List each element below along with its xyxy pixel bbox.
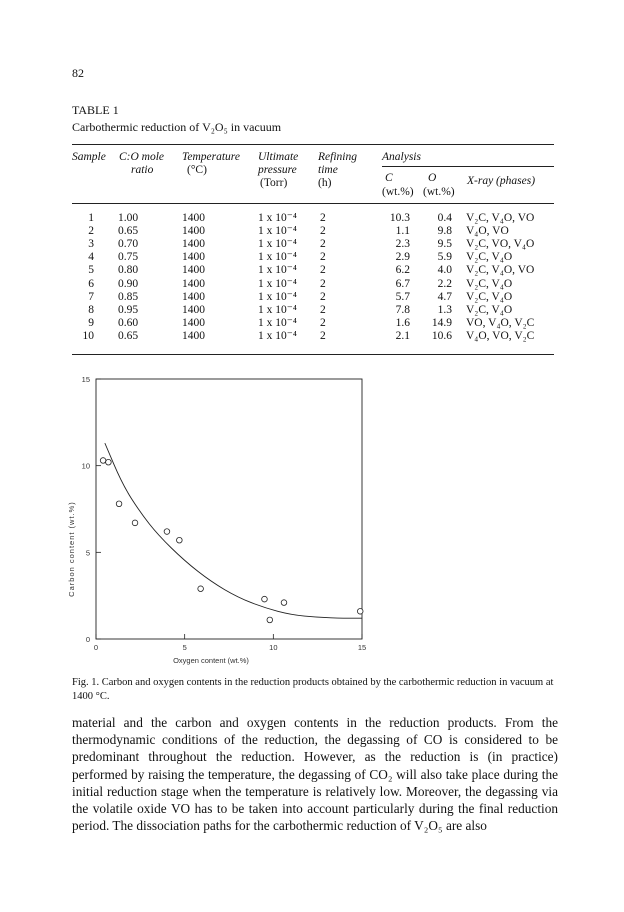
header-o: O <box>428 172 437 184</box>
cell-time: 2 <box>320 225 326 238</box>
cell-phases: V₄O, VO <box>466 225 509 238</box>
cell-pressure: 1 x 10⁻⁴ <box>258 316 297 329</box>
cell-phases: V₂C, V₄O <box>466 303 513 316</box>
cell-temperature: 1400 <box>182 238 205 251</box>
cell-pressure: 1 x 10⁻⁴ <box>258 225 297 238</box>
figure-caption: Fig. 1. Carbon and oxygen contents in the reduction products obtained by the carbothermic reduction in vacuum at 1400 °C. <box>72 677 554 702</box>
header-ratio-1: C:O mole <box>119 151 165 163</box>
cell-sample: 5 <box>88 264 94 277</box>
page-number: 82 <box>72 66 84 80</box>
cell-phases: V₂C, V₄O, VO <box>466 212 535 224</box>
cell-sample: 6 <box>88 277 94 290</box>
cell-time: 2 <box>320 329 326 342</box>
header-refining-2: time <box>318 164 338 176</box>
cell-time: 2 <box>320 277 326 290</box>
cell-carbon: 2.3 <box>395 238 410 251</box>
cell-sample: 3 <box>88 238 94 251</box>
header-o-unit: (wt.%) <box>423 186 455 198</box>
cell-oxygen: 10.6 <box>431 329 452 342</box>
cell-time: 2 <box>320 316 326 329</box>
cell-sample: 2 <box>88 225 94 238</box>
cell-oxygen: 4.7 <box>437 290 452 303</box>
header-c: C <box>385 172 393 184</box>
chart-frame <box>96 379 362 639</box>
cell-temperature: 1400 <box>182 225 205 238</box>
y-tick-label: 5 <box>85 548 90 558</box>
cell-time: 2 <box>320 238 326 251</box>
cell-pressure: 1 x 10⁻⁴ <box>258 238 297 251</box>
cell-ratio: 1.00 <box>118 212 139 224</box>
data-point <box>262 596 268 602</box>
cell-pressure: 1 x 10⁻⁴ <box>258 290 297 303</box>
cell-pressure: 1 x 10⁻⁴ <box>258 212 297 224</box>
cell-oxygen: 0.4 <box>437 212 452 224</box>
cell-temperature: 1400 <box>182 303 205 316</box>
y-tick-label: 15 <box>81 375 90 384</box>
cell-pressure: 1 x 10⁻⁴ <box>258 264 297 277</box>
cell-ratio: 0.90 <box>118 277 139 290</box>
x-tick-label: 15 <box>357 643 367 652</box>
cell-time: 2 <box>320 251 326 264</box>
cell-temperature: 1400 <box>182 329 205 342</box>
header-analysis: Analysis <box>382 151 421 163</box>
cell-pressure: 1 x 10⁻⁴ <box>258 303 297 316</box>
cell-carbon: 7.8 <box>395 303 410 316</box>
cell-phases: V₂C, V₄O <box>466 277 513 290</box>
cell-ratio: 0.60 <box>118 316 139 329</box>
cell-oxygen: 9.8 <box>437 225 452 238</box>
cell-phases: V₄O, VO, V₂C <box>466 329 535 342</box>
chart-x-axis-label: Oxygen content (wt.%) <box>173 656 249 665</box>
header-refining-3: (h) <box>318 177 332 189</box>
cell-ratio: 0.80 <box>118 264 139 277</box>
cell-temperature: 1400 <box>182 251 205 264</box>
fit-curve-line <box>105 443 362 618</box>
cell-time: 2 <box>320 303 326 316</box>
cell-ratio: 0.95 <box>118 303 139 316</box>
table-caption: Carbothermic reduction of V₂O₅ in vacuum <box>72 120 282 134</box>
data-point <box>198 586 204 592</box>
cell-oxygen: 1.3 <box>437 303 452 316</box>
cell-oxygen: 14.9 <box>431 316 452 329</box>
data-point <box>106 459 112 465</box>
header-xray: X-ray (phases) <box>467 175 536 187</box>
cell-ratio: 0.65 <box>118 329 139 342</box>
chart-ticks <box>82 375 367 652</box>
cell-ratio: 0.65 <box>118 225 139 238</box>
header-ratio-2: ratio <box>131 164 154 176</box>
chart-axes <box>96 379 362 639</box>
cell-sample: 7 <box>88 290 94 303</box>
cell-ratio: 0.70 <box>118 238 139 251</box>
header-refining-1: Refining <box>318 151 357 163</box>
header-pressure-3: (Torr) <box>260 177 288 189</box>
cell-temperature: 1400 <box>182 290 205 303</box>
cell-sample: 8 <box>88 303 94 316</box>
x-tick-label: 10 <box>269 643 278 652</box>
cell-time: 2 <box>320 212 326 224</box>
body-paragraph: material and the carbon and oxygen contents in the reduction products. From the thermodynamic conditions of the reduction, the degassing of CO is considered to be predominant throughout the reduction. However, as the reduction is (in practice) performed by raising the temperature, the degassing of CO₂ will also take place during the initial reduction stage when the temperature is relatively low. Moreover, the degassing via the volatile oxide VO has to be taken into account particularly during the final reduction period. The dissociation paths for the carbothermic reduction of V₂O₅ are also <box>72 715 558 834</box>
cell-carbon: 2.1 <box>395 329 410 342</box>
cell-time: 2 <box>320 264 326 277</box>
data-point <box>177 537 183 543</box>
data-point <box>116 501 122 507</box>
header-pressure-1: Ultimate <box>258 151 299 163</box>
cell-sample: 10 <box>82 329 94 342</box>
data-point <box>357 608 363 614</box>
header-c-unit: (wt.%) <box>382 186 414 198</box>
cell-carbon: 1.1 <box>395 225 410 238</box>
cell-carbon: 5.7 <box>395 290 410 303</box>
cell-oxygen: 2.2 <box>437 277 452 290</box>
data-point <box>281 600 287 606</box>
cell-phases: V₂C, V₄O <box>466 251 513 264</box>
chart-y-axis-label: Carbon content (wt.%) <box>67 501 76 597</box>
cell-phases: V₂C, V₄O <box>466 290 513 303</box>
table-label: TABLE 1 <box>72 103 119 117</box>
header-pressure-2: pressure <box>258 164 297 176</box>
data-point <box>164 529 170 535</box>
cell-pressure: 1 x 10⁻⁴ <box>258 251 297 264</box>
cell-temperature: 1400 <box>182 277 205 290</box>
cell-carbon: 6.7 <box>395 277 410 290</box>
cell-temperature: 1400 <box>182 316 205 329</box>
cell-carbon: 1.6 <box>395 316 410 329</box>
analysis-rule <box>382 166 554 167</box>
cell-pressure: 1 x 10⁻⁴ <box>258 329 297 342</box>
cell-oxygen: 9.5 <box>437 238 452 251</box>
chart-fit-curve <box>105 443 362 618</box>
cell-oxygen: 5.9 <box>437 251 452 264</box>
data-point <box>100 458 106 464</box>
cell-temperature: 1400 <box>182 212 205 224</box>
header-sample: Sample <box>72 151 106 163</box>
chart <box>60 372 370 672</box>
table-top-rule <box>72 144 554 145</box>
cell-time: 2 <box>320 290 326 303</box>
table-bottom-rule <box>72 354 554 355</box>
data-point <box>267 617 273 623</box>
cell-carbon: 6.2 <box>395 264 410 277</box>
cell-sample: 9 <box>88 316 94 329</box>
y-tick-label: 0 <box>85 635 90 644</box>
y-tick-label: 10 <box>81 461 90 471</box>
cell-ratio: 0.85 <box>118 290 139 303</box>
cell-phases: V₂C, V₄O, VO <box>466 264 535 277</box>
cell-oxygen: 4.0 <box>437 264 452 277</box>
data-point <box>132 520 138 526</box>
cell-pressure: 1 x 10⁻⁴ <box>258 277 297 290</box>
cell-carbon: 10.3 <box>389 212 410 224</box>
table-header-rule <box>72 203 554 204</box>
x-tick-label: 0 <box>93 643 99 652</box>
header-temperature-2: (°C) <box>187 164 207 176</box>
chart-points <box>100 458 363 623</box>
cell-sample: 4 <box>88 251 94 264</box>
cell-phases: VO, V₄O, V₂C <box>466 316 535 329</box>
cell-ratio: 0.75 <box>118 251 139 264</box>
x-tick-label: 5 <box>182 643 187 652</box>
header-temperature-1: Temperature <box>182 151 240 163</box>
cell-sample: 1 <box>88 212 94 224</box>
cell-phases: V₂C, VO, V₄O <box>466 238 535 251</box>
cell-carbon: 2.9 <box>395 251 410 264</box>
cell-temperature: 1400 <box>182 264 205 277</box>
